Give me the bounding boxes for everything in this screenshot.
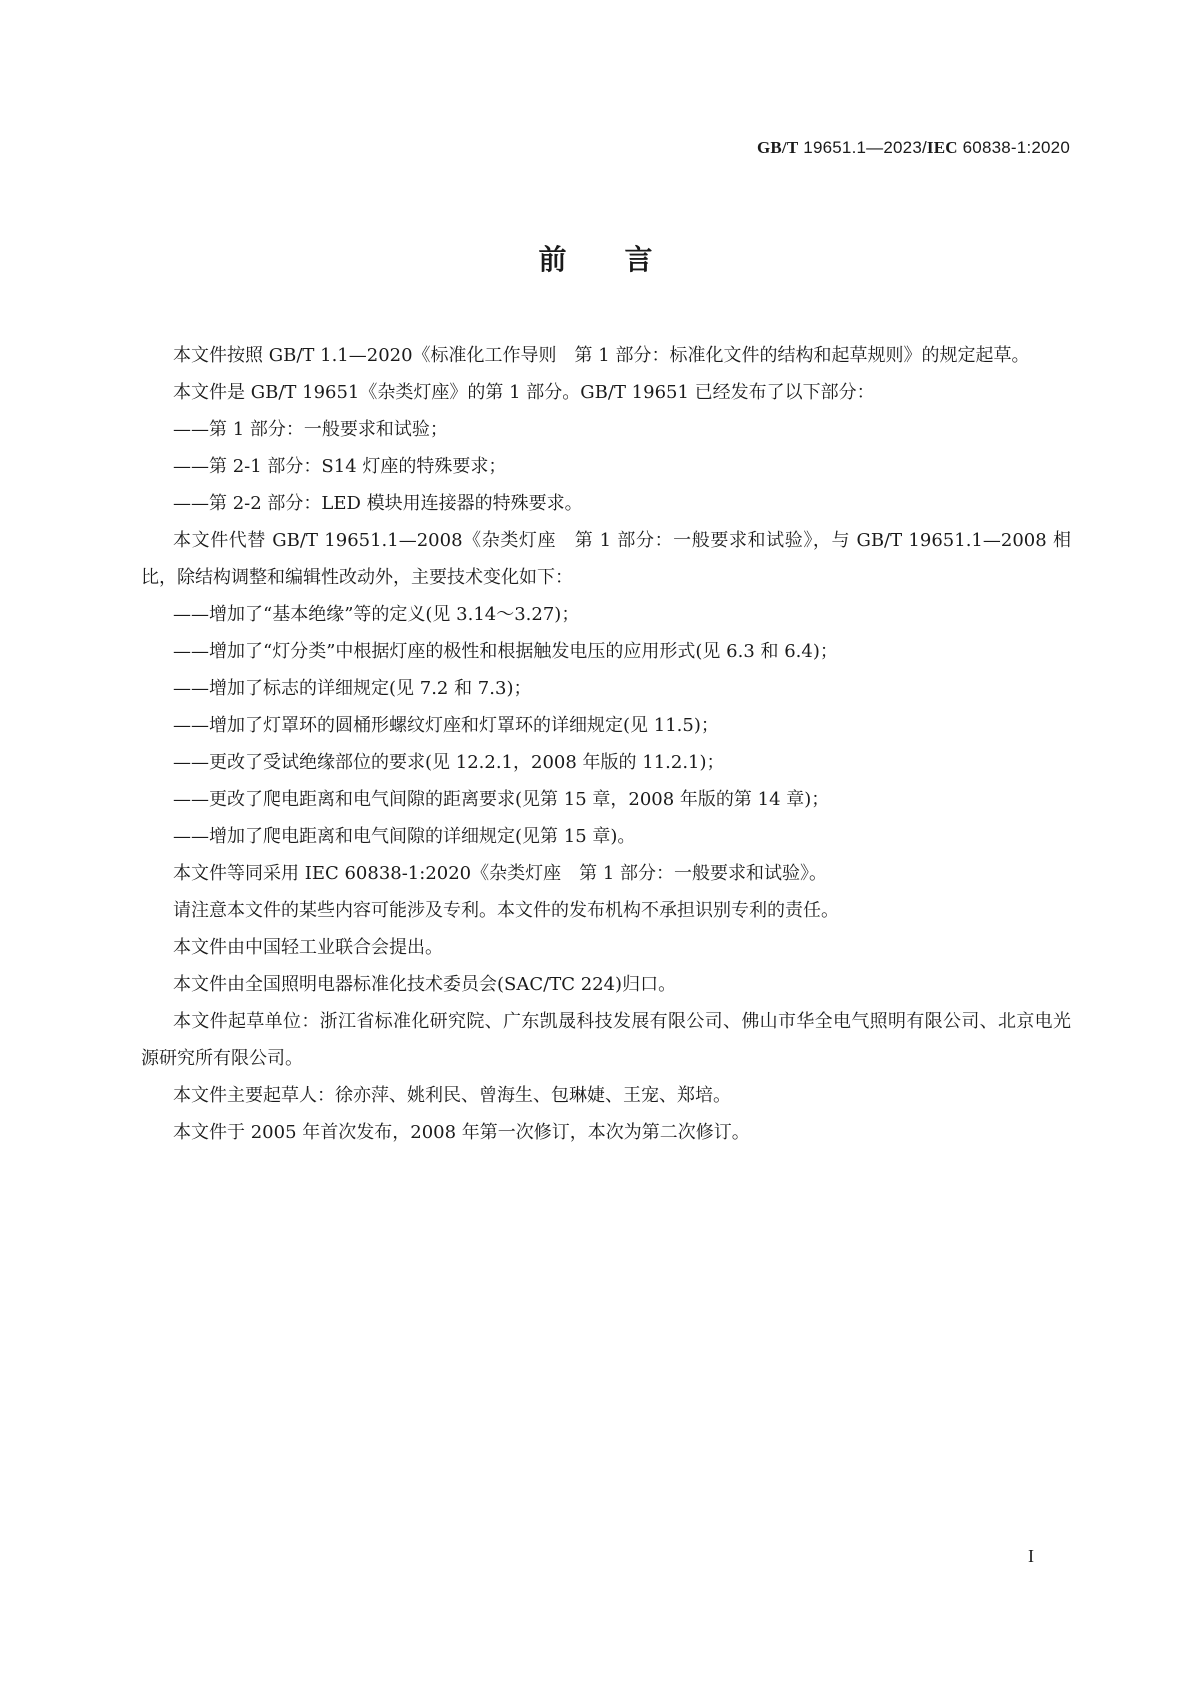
list-item: ——增加了爬电距离和电气间隙的详细规定(见第 15 章)。: [173, 826, 636, 847]
foreword-body: [141, 337, 1071, 1151]
document-code-header: [757, 138, 1070, 158]
paragraph: 本文件是 GB/T 19651《杂类灯座》的第 1 部分。GB/T 19651 已经发布了以下部分：: [173, 382, 875, 403]
list-item: ——增加了“灯分类”中根据灯座的极性和根据触发电压的应用形式(见 6.3 和 6.4)；: [173, 641, 838, 662]
paragraph: 本文件等同采用 IEC 60838-1:2020《杂类灯座 第 1 部分：一般要求和试验》。: [173, 863, 828, 884]
list-item: ——第 2-1 部分：S14 灯座的特殊要求；: [173, 456, 507, 477]
list-item: ——增加了灯罩环的圆桶形螺纹灯座和灯罩环的详细规定(见 11.5)；: [173, 715, 719, 736]
paragraph: 本文件代替 GB/T 19651.1—2008《杂类灯座 第 1 部分：一般要求和试验》，与 GB/T 19651.1—2008 相比，除结构调整和编辑性改动外，主要技术变化如下：: [141, 530, 1071, 588]
iec-prefix: IEC: [926, 138, 958, 157]
list-item: ——第 2-2 部分：LED 模块用连接器的特殊要求。: [173, 493, 583, 514]
page-title: 前言: [538, 243, 711, 276]
list-item: ——更改了爬电距离和电气间隙的距离要求(见第 15 章，2008 年版的第 14 章)；: [173, 789, 830, 810]
paragraph: 本文件于 2005 年首次发布，2008 年第一次修订，本次为第二次修订。: [173, 1122, 750, 1143]
paragraph: 本文件主要起草人：徐亦萍、姚利民、曾海生、包琳婕、王宠、郑培。: [173, 1085, 731, 1106]
code-number: 19651.1—2023/: [798, 138, 927, 157]
code-prefix: GB/T: [756, 138, 799, 157]
page-number: I: [1028, 1546, 1034, 1566]
paragraph: 本文件由全国照明电器标准化技术委员会(SAC/TC 224)归口。: [173, 974, 677, 995]
list-item: ——第 1 部分：一般要求和试验；: [173, 419, 448, 440]
iec-number: 60838-1:2020: [957, 138, 1070, 157]
paragraph: 本文件起草单位：浙江省标准化研究院、广东凯晟科技发展有限公司、佛山市华全电气照明有限公司、北京电光源研究所有限公司。: [141, 1011, 1071, 1069]
paragraph: 请注意本文件的某些内容可能涉及专利。本文件的发布机构不承担识别专利的责任。: [173, 900, 839, 921]
paragraph: 本文件由中国轻工业联合会提出。: [173, 937, 443, 958]
list-item: ——增加了“基本绝缘”等的定义(见 3.14～3.27)；: [173, 604, 580, 625]
list-item: ——增加了标志的详细规定(见 7.2 和 7.3)；: [173, 678, 532, 699]
paragraph: 本文件按照 GB/T 1.1—2020《标准化工作导则 第 1 部分：标准化文件的结构和起草规则》的规定起草。: [173, 345, 1030, 366]
list-item: ——更改了受试绝缘部位的要求(见 12.2.1，2008 年版的 11.2.1)；: [173, 752, 725, 773]
